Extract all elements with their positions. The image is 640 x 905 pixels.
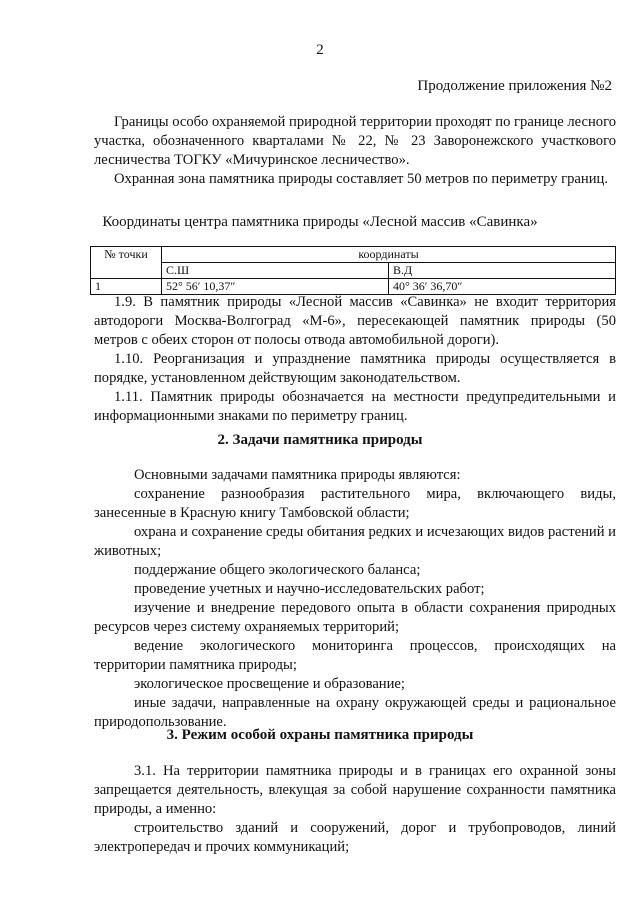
paragraph-1-11: 1.11. Памятник природы обозначается на местности предупредительными и информационными знаками по периметру границ. [94, 389, 616, 424]
list-item: проведение учетных и научно-исследовательских работ; [134, 581, 485, 597]
coordinates-caption: Координаты центра памятника природы «Лесной массив «Савинка» [102, 214, 538, 230]
list-item: ведение экологического мониторинга процессов, происходящих на территории памятника природы; [94, 638, 616, 673]
longitude-cell: 40° 36′ 36,70″ [389, 279, 616, 295]
header-longitude-cell: В.Д [389, 263, 616, 279]
list-item: изучение и внедрение передового опыта в области сохранения природных ресурсов через систему охраняемых территорий; [94, 600, 616, 635]
header-coords-cell: координаты [162, 247, 616, 263]
intro-paragraph-boundaries: Границы особо охраняемой природной территории проходят по границе лесного участка, обозначенного кварталами № 22, № 23 Заворонежского участкового лесничества ТОГКУ «Мичуринское лесничество». [94, 114, 616, 168]
list-item: иные задачи, направленные на охрану окружающей среды и рациональное природопользование. [94, 695, 616, 730]
section3-block [94, 762, 616, 857]
list-item: экологическое просвещение и образование; [134, 676, 405, 692]
table-header-row [91, 247, 616, 263]
paragraph-1-9: 1.9. В памятник природы «Лесной массив «Савинка» не входит территория автодороги Москва-Волгоград «М-6», пересекающей памятник природы (50 метров с обеих сторон от полосы отвода автомобильной дороги). [94, 294, 616, 348]
intro-paragraph-buffer-zone: Охранная зона памятника природы составляет 50 метров по периметру границ. [114, 171, 608, 187]
table-subheader-row [91, 263, 616, 279]
paragraph-1-10: 1.10. Реорганизация и упразднение памятника природы осуществляется в порядке, установленном действующим законодательством. [94, 351, 616, 386]
list-item: поддержание общего экологического баланса; [134, 562, 421, 578]
list-item: сохранение разнообразия растительного мира, включающего виды, занесенные в Красную книгу Тамбовской области; [94, 486, 616, 521]
header-latitude-cell: С.Ш [162, 263, 389, 279]
list-item: строительство зданий и сооружений, дорог и трубопроводов, линий электропередач и прочих коммуникаций; [94, 820, 616, 855]
section3-heading: 3. Режим особой охраны памятника природы [166, 727, 474, 743]
list-item: охрана и сохранение среды обитания редких и исчезающих видов растений и животных; [94, 524, 616, 559]
section2-heading: 2. Задачи памятника природы [217, 432, 423, 448]
latitude-cell: 52° 56′ 10,37″ [162, 279, 389, 295]
point-number-cell: 1 [91, 279, 162, 295]
section1-block [94, 293, 616, 426]
coordinates-table [90, 246, 616, 295]
appendix-label: Продолжение приложения №2 [417, 78, 612, 94]
paragraph-3-1: 3.1. На территории памятника природы и в границах его охранной зоны запрещается деятельность, влекущая за собой нарушение сохранности памятника природы, а именно: [94, 763, 616, 817]
section2-block [94, 466, 616, 732]
page-number: 2 [316, 42, 324, 58]
intro-block [94, 113, 616, 189]
section2-lead: Основными задачами памятника природы являются: [134, 467, 461, 483]
header-point-cell: № точки [91, 247, 162, 279]
